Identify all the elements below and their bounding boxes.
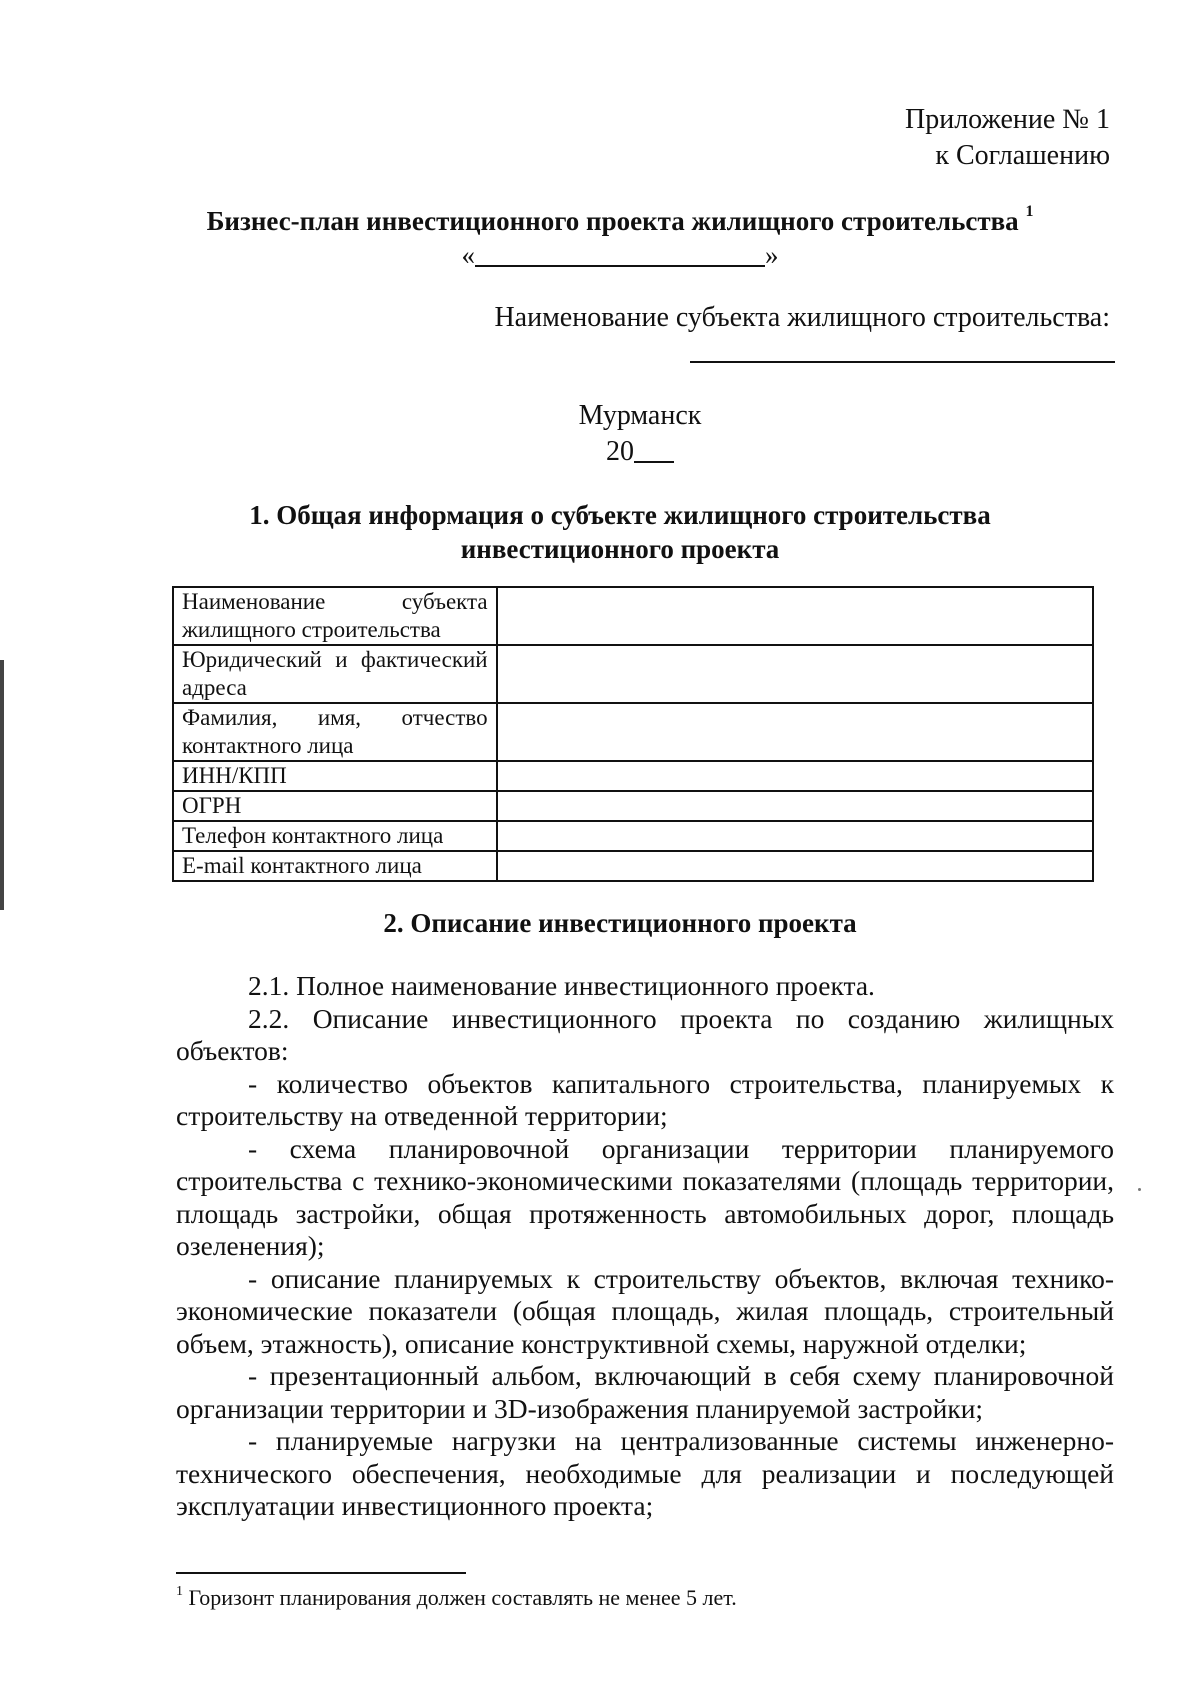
table-cell-label bbox=[173, 587, 497, 645]
section1-title-line1: 1. Общая информация о субъекте жилищного строительства bbox=[249, 500, 991, 530]
row-label-line: контактного лица bbox=[182, 733, 354, 758]
footnote-mark: 1 bbox=[176, 1584, 183, 1599]
subject-name-label: Наименование субъекта жилищного строительства: bbox=[494, 302, 1110, 333]
table-row bbox=[173, 645, 1093, 703]
list-item: - описание планируемых к строительству объектов, включая технико-экономические показатели (общая площадь, жилая площадь, строительный объем, этажность), описание конструктивной схемы, наружной отделки; bbox=[176, 1262, 1114, 1359]
business-plan-title-text: Бизнес-план инвестиционного проекта жилищного строительства bbox=[206, 206, 1019, 236]
table-cell-value bbox=[497, 851, 1093, 881]
row-label-line: Наименование субъекта bbox=[182, 589, 488, 614]
section2-title: 2. Описание инвестиционного проекта bbox=[383, 908, 857, 938]
business-plan-title bbox=[170, 204, 1070, 238]
annex-number: Приложение № 1 bbox=[905, 104, 1110, 135]
table-row bbox=[173, 703, 1093, 761]
table-cell-label: ИНН/КПП bbox=[173, 761, 497, 791]
year-field bbox=[570, 434, 710, 470]
table-cell-label bbox=[173, 645, 497, 703]
row-label-line: адреса bbox=[182, 675, 247, 700]
list-item: - презентационный альбом, включающий в себя схему планировочной организации территории и 3D-изображения планируемой застройки; bbox=[176, 1360, 1114, 1424]
list-item: - количество объектов капитального строительства, планируемых к строительству на отведенной территории; bbox=[176, 1067, 1114, 1131]
footnote-text: Горизонт планирования должен составлять не менее 5 лет. bbox=[188, 1585, 737, 1610]
table-cell-value bbox=[497, 587, 1093, 645]
footnote-separator bbox=[176, 1572, 466, 1574]
table-cell-value bbox=[497, 761, 1093, 791]
annex-reference: к Соглашению bbox=[935, 140, 1110, 171]
footnote bbox=[176, 1584, 737, 1612]
table-cell-value bbox=[497, 703, 1093, 761]
row-label-line: Фамилия, имя, отчество bbox=[182, 705, 488, 730]
table-cell-value bbox=[497, 645, 1093, 703]
table-cell-label: E-mail контактного лица bbox=[173, 851, 497, 881]
subject-info-table bbox=[172, 586, 1094, 882]
row-label-line: Юридический и фактический bbox=[182, 647, 488, 672]
table-cell-value bbox=[497, 821, 1093, 851]
annex-heading bbox=[905, 102, 1110, 174]
table-row bbox=[173, 761, 1093, 791]
quote-open: « bbox=[461, 240, 475, 270]
table-cell-label: Телефон контактного лица bbox=[173, 821, 497, 851]
table-cell-value bbox=[497, 791, 1093, 821]
subject-name-line bbox=[690, 361, 1115, 363]
scan-dust-dot bbox=[1138, 1188, 1141, 1191]
year-prefix: 20 bbox=[606, 436, 634, 467]
project-name-blank bbox=[170, 238, 1070, 272]
table-cell-label: ОГРН bbox=[173, 791, 497, 821]
section2-body bbox=[176, 970, 1114, 1523]
table-row bbox=[173, 851, 1093, 881]
city-name: Мурманск bbox=[578, 400, 702, 431]
paragraph: 2.2. Описание инвестиционного проекта по созданию жилищных объектов: bbox=[176, 1002, 1114, 1066]
table-row bbox=[173, 791, 1093, 821]
project-name-line bbox=[475, 239, 765, 267]
list-item: - схема планировочной организации территории планируемого строительства с технико-экономическими показателями (площадь территории, площадь застройки, общая протяженность автомобильных дорог, площадь озеленения); bbox=[176, 1132, 1114, 1261]
scan-edge-mark bbox=[0, 660, 4, 910]
section1-title-line2: инвестиционного проекта bbox=[460, 534, 780, 564]
table-cell-label bbox=[173, 703, 497, 761]
section1-title bbox=[170, 498, 1070, 566]
footnote-reference: 1 bbox=[1025, 203, 1034, 220]
paragraph: 2.1. Полное наименование инвестиционного проекта. bbox=[248, 970, 875, 1001]
row-label-line: жилищного строительства bbox=[182, 617, 441, 642]
table-row bbox=[173, 587, 1093, 645]
year-blank-line bbox=[634, 439, 674, 463]
table-row bbox=[173, 821, 1093, 851]
list-item: - планируемые нагрузки на централизованные системы инженерно-технического обеспечения, необходимые для реализации и последующей эксплуатации инвестиционного проекта; bbox=[176, 1425, 1114, 1521]
quote-close: » bbox=[765, 240, 779, 270]
